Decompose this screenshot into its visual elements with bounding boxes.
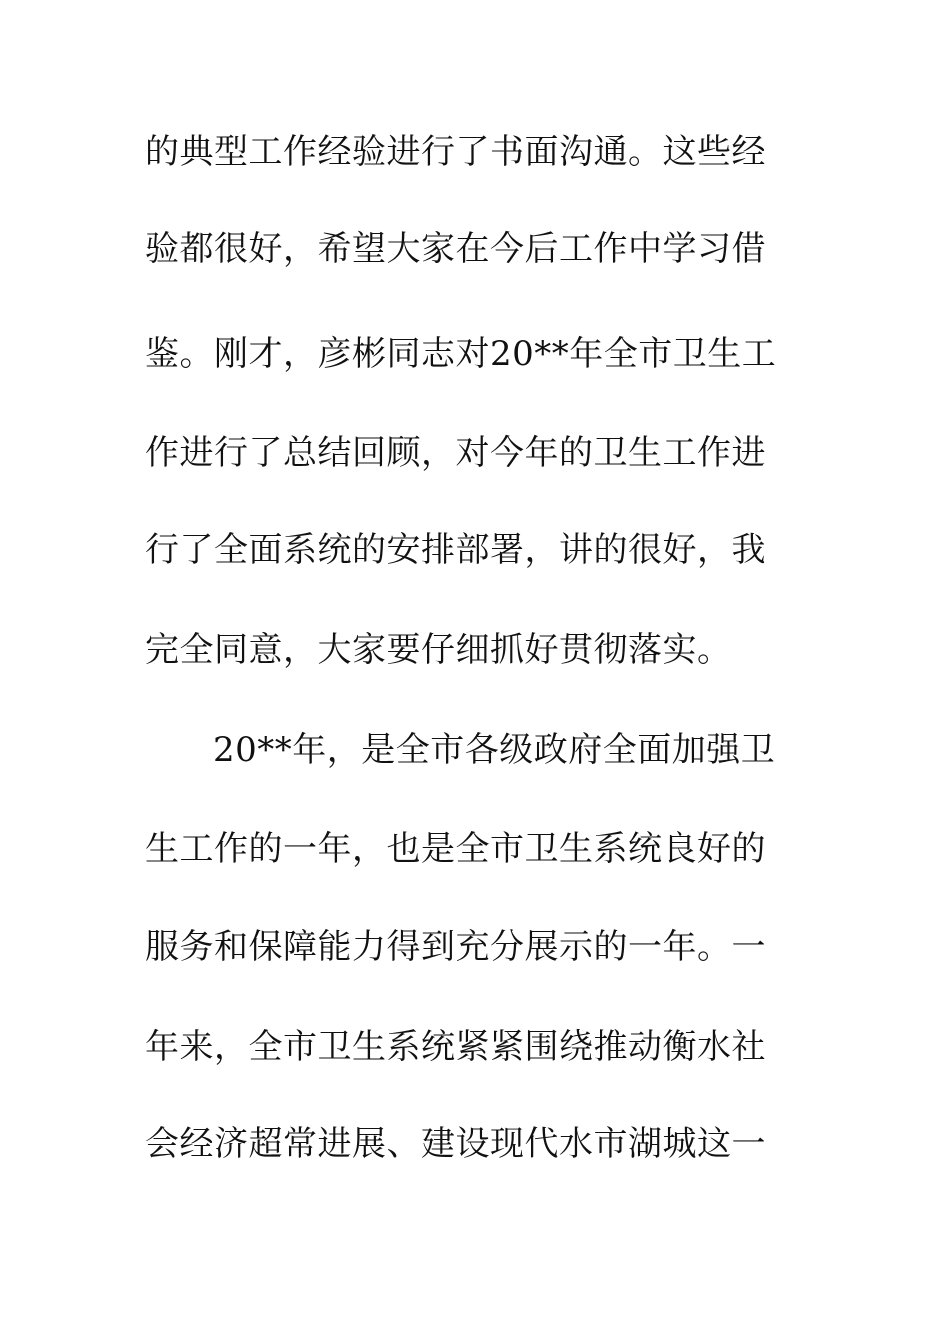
text-line-5: 行了全面系统的安排部署，讲的很好，我	[145, 530, 766, 570]
paragraph-start-line: 20**年，是全市各级政府全面加强卫	[213, 730, 776, 770]
text-line-6: 完全同意，大家要仔细抓好贯彻落实。	[145, 630, 732, 670]
text-line-10: 年来，全市卫生系统紧紧围绕推动衡水社	[145, 1027, 766, 1067]
text-line-4: 作进行了总结回顾，对今年的卫生工作进	[145, 433, 766, 473]
text-line-9: 服务和保障能力得到充分展示的一年。一	[145, 927, 766, 967]
text-line-11: 会经济超常进展、建设现代水市湖城这一	[145, 1124, 766, 1164]
text-line-1: 的典型工作经验进行了书面沟通。这些经	[145, 132, 766, 172]
text-line-8: 生工作的一年，也是全市卫生系统良好的	[145, 829, 766, 869]
text-line-3: 鉴。刚才，彦彬同志对20**年全市卫生工	[145, 334, 777, 374]
text-line-2: 验都很好，希望大家在今后工作中学习借	[145, 229, 766, 269]
